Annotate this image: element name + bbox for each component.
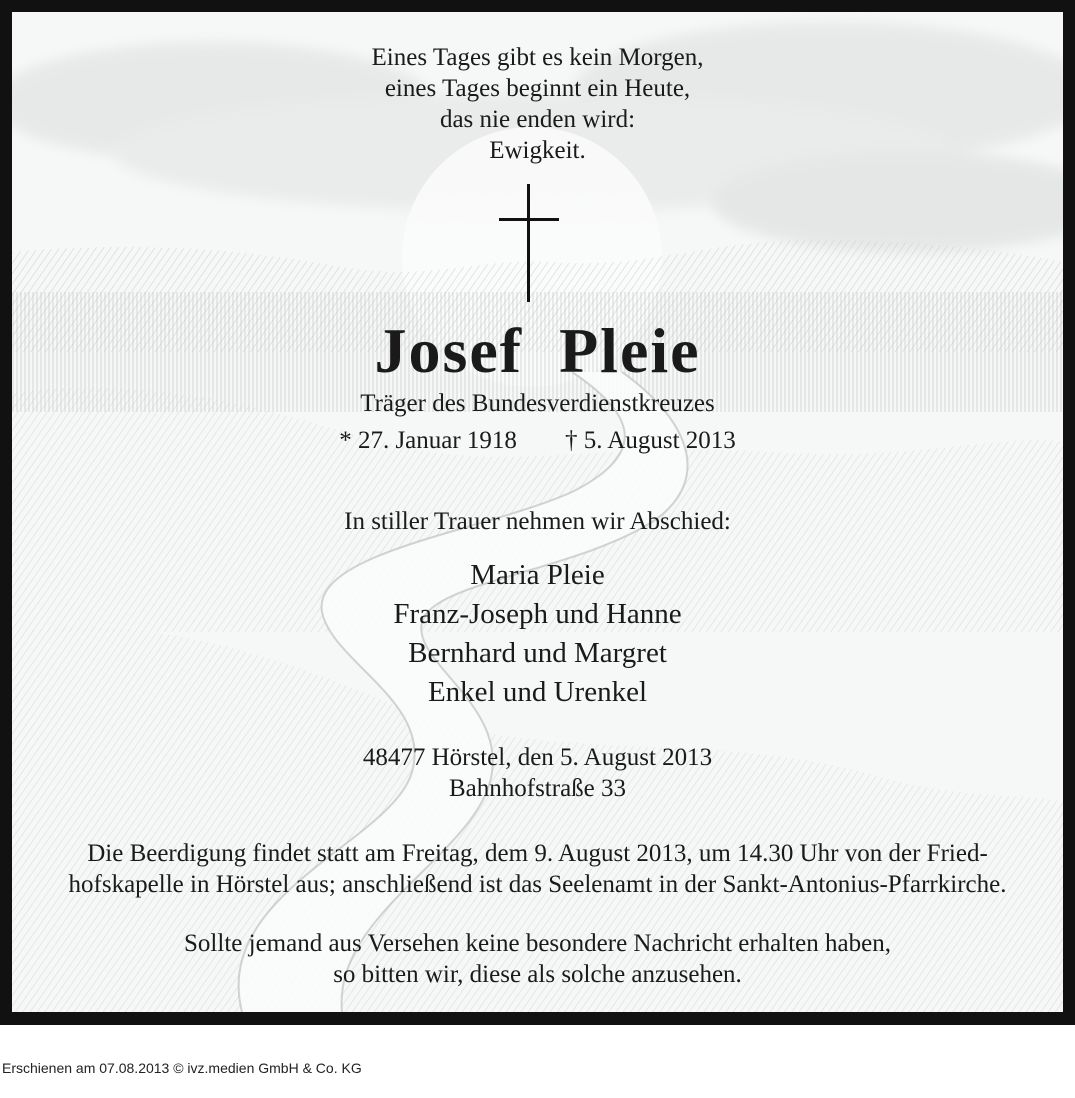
place-date: 48477 Hörstel, den 5. August 2013 bbox=[362, 744, 713, 771]
deceased-honor-title: Träger des Bundesverdienstkreuzes bbox=[360, 390, 715, 417]
publication-footer: Erschienen am 07.08.2013 © ivz.medien GmbH & Co. KG bbox=[2, 1060, 362, 1076]
mourner-name: Bernhard und Margret bbox=[408, 637, 667, 669]
mourner-name: Enkel und Urenkel bbox=[427, 676, 648, 708]
cross-icon bbox=[499, 184, 559, 302]
mourner-name: Franz-Joseph und Hanne bbox=[393, 598, 682, 630]
mourner-list bbox=[12, 556, 1063, 712]
motto-line: eines Tages beginnt ein Heute, bbox=[384, 75, 691, 102]
funeral-info bbox=[12, 838, 1063, 900]
motto-line: Eines Tages gibt es kein Morgen, bbox=[371, 44, 704, 71]
motto-line: Ewigkeit. bbox=[489, 137, 586, 164]
life-dates bbox=[12, 425, 1063, 457]
death-date: † 5. August 2013 bbox=[564, 427, 736, 454]
street-address: Bahnhofstraße 33 bbox=[448, 775, 627, 802]
notice-note bbox=[12, 928, 1063, 990]
mourner-name: Maria Pleie bbox=[470, 559, 605, 591]
deceased-name: Josef Pleie bbox=[374, 315, 701, 386]
motto-poem bbox=[12, 42, 1063, 166]
obituary-card bbox=[12, 12, 1063, 1012]
funeral-line: Die Beerdigung findet statt am Freitag, dem 9. August 2013, um 14.30 Uhr von der Fried- bbox=[87, 840, 988, 867]
birth-date: * 27. Januar 1918 bbox=[339, 427, 517, 454]
note-line: Sollte jemand aus Versehen keine besondere Nachricht erhalten haben, bbox=[184, 930, 891, 957]
address-block bbox=[12, 742, 1063, 804]
motto-line: das nie enden wird: bbox=[439, 106, 636, 133]
mourning-intro: In stiller Trauer nehmen wir Abschied: bbox=[344, 508, 731, 535]
funeral-line: hofskapelle in Hörstel aus; anschließend ist das Seelenamt in der Sankt-Antonius-Pfarrkirche. bbox=[68, 871, 1007, 898]
note-line: so bitten wir, diese als solche anzusehen. bbox=[333, 961, 742, 988]
